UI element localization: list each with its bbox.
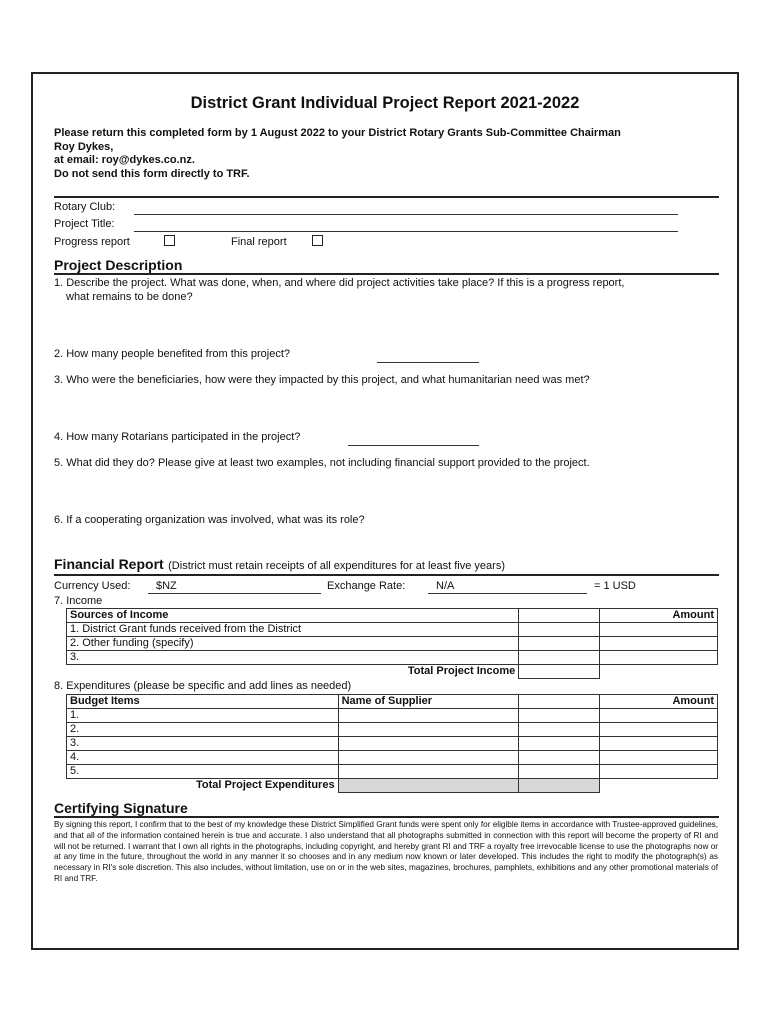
expend-amount-cell[interactable]	[600, 709, 718, 723]
table-cell	[519, 695, 600, 709]
progress-report-checkbox[interactable]	[164, 235, 175, 246]
intro-line-3: at email: roy@dykes.co.nz.	[54, 154, 195, 166]
supplier-cell[interactable]	[338, 723, 519, 737]
table-row	[67, 623, 718, 637]
financial-report-heading: Financial Report	[54, 556, 164, 572]
currency-value[interactable]: $NZ	[156, 580, 177, 592]
rotarians-participated-field[interactable]	[348, 445, 479, 446]
question-1-line-2: what remains to be done?	[66, 291, 193, 303]
people-benefited-field[interactable]	[377, 362, 479, 363]
expend-row-label: 3.	[67, 737, 339, 751]
expend-cell[interactable]	[519, 709, 600, 723]
final-report-checkbox[interactable]	[312, 235, 323, 246]
table-cell	[600, 665, 718, 679]
question-4: 4. How many Rotarians participated in the project?	[54, 431, 301, 443]
table-row	[67, 665, 718, 679]
expend-amount-cell[interactable]	[600, 765, 718, 779]
expend-cell[interactable]	[519, 723, 600, 737]
certifying-signature-heading: Certifying Signature	[54, 800, 188, 816]
financial-report-note: (District must retain receipts of all expenditures for at least five years)	[168, 560, 505, 572]
section-divider	[54, 196, 719, 198]
expend-total-shaded-cell	[338, 779, 519, 793]
table-row	[67, 723, 718, 737]
currency-label: Currency Used:	[54, 580, 131, 592]
section-divider	[54, 816, 719, 818]
expenditures-label: 8. Expenditures (please be specific and add lines as needed)	[54, 680, 352, 692]
exchange-rate-value[interactable]: N/A	[436, 580, 455, 592]
expend-cell[interactable]	[519, 737, 600, 751]
rotary-club-field[interactable]	[134, 214, 678, 215]
question-6: 6. If a cooperating organization was involved, what was its role?	[54, 514, 365, 526]
income-cell[interactable]	[519, 623, 600, 637]
intro-line-4: Do not send this form directly to TRF.	[54, 167, 250, 180]
exchange-rate-field[interactable]	[428, 593, 587, 594]
income-total-label: Total Project Income	[407, 665, 516, 678]
section-divider	[54, 574, 719, 576]
usd-label: = 1 USD	[594, 580, 636, 592]
expend-header-supplier: Name of Supplier	[338, 695, 519, 709]
financial-report-heading-row	[54, 556, 505, 574]
question-3: 3. Who were the beneficiaries, how were they impacted by this project, and what humanitarian need was met?	[54, 374, 590, 386]
income-row-label: 3.	[67, 651, 519, 665]
question-5: 5. What did they do? Please give at least two examples, not including financial support provided to the project.	[54, 457, 590, 469]
supplier-cell[interactable]	[338, 709, 519, 723]
section-divider	[54, 273, 719, 275]
expend-amount-cell[interactable]	[600, 723, 718, 737]
question-2: 2. How many people benefited from this project?	[54, 348, 291, 360]
intro-line-2: Roy Dykes,	[54, 140, 114, 153]
income-header-sources: Sources of Income	[67, 609, 519, 623]
expend-header-items: Budget Items	[67, 695, 339, 709]
income-header-amount: Amount	[600, 609, 718, 623]
table-cell	[600, 779, 718, 793]
supplier-cell[interactable]	[338, 737, 519, 751]
currency-field[interactable]	[148, 593, 321, 594]
question-1-line-1: 1. Describe the project. What was done, when, and where did project activities take place? If this is a progress report,	[54, 277, 625, 289]
expend-cell[interactable]	[519, 765, 600, 779]
table-row	[67, 779, 718, 793]
expend-row-label: 2.	[67, 723, 339, 737]
expend-row-label: 1.	[67, 709, 339, 723]
expend-total-label: Total Project Expenditures	[196, 779, 335, 792]
table-row	[67, 765, 718, 779]
intro-line-1: Please return this completed form by 1 August 2022 to your District Rotary Grants Sub-Committee Chairman	[54, 127, 621, 139]
project-title-label: Project Title:	[54, 218, 115, 230]
final-report-label: Final report	[231, 236, 287, 248]
expend-row-label: 4.	[67, 751, 339, 765]
table-cell	[519, 609, 600, 623]
table-row	[67, 637, 718, 651]
expend-row-label: 5.	[67, 765, 339, 779]
page-title: District Grant Individual Project Report 2021-2022	[190, 94, 580, 112]
table-row	[67, 695, 718, 709]
supplier-cell[interactable]	[338, 765, 519, 779]
certifying-statement: By signing this report, I confirm that to the best of my knowledge these District Simplified Grant funds were spent only for eligible items in accordance with Trustee-approved guidelines, and that all of the information contained herein is true and accurate. I also understand that all photographs submitted in connection with this report will become the property of RI and will not be returned. I warrant that I own all rights in the photographs, including copyright, and hereby grant RI and TRF a royalty free irrevocable license to use the photographs now or at any time in the future, throughout the world in any manner it so chooses and in any medium now known or later developed. This includes the right to modify the photograph(s) as necessary in RI's sole discretion. This also includes, without limitation, use on or in the web sites, magazines, brochures, pamphlets, exhibitions and any other promotional materials of RI and TRF.	[54, 820, 718, 883]
income-amount-cell[interactable]	[600, 637, 718, 651]
project-description-heading: Project Description	[54, 257, 183, 273]
rotary-club-label: Rotary Club:	[54, 201, 116, 213]
income-row-label: 2. Other funding (specify)	[67, 637, 519, 651]
expend-header-amount: Amount	[600, 695, 718, 709]
progress-report-label: Progress report	[54, 236, 130, 248]
table-row	[67, 651, 718, 665]
table-row	[67, 751, 718, 765]
expend-amount-cell[interactable]	[600, 737, 718, 751]
income-cell[interactable]	[519, 651, 600, 665]
table-row	[67, 709, 718, 723]
income-label: 7. Income	[54, 595, 103, 607]
project-title-field[interactable]	[134, 231, 678, 232]
page-frame	[31, 72, 739, 950]
expenditures-table	[66, 694, 718, 793]
expend-cell[interactable]	[519, 751, 600, 765]
table-row	[67, 609, 718, 623]
income-cell[interactable]	[519, 637, 600, 651]
income-table	[66, 608, 718, 679]
supplier-cell[interactable]	[338, 751, 519, 765]
intro-instructions	[54, 127, 621, 181]
table-row	[67, 737, 718, 751]
question-1	[54, 276, 624, 304]
expend-total-shaded-cell	[519, 779, 600, 793]
exchange-rate-label: Exchange Rate:	[327, 580, 406, 592]
income-amount-cell[interactable]	[600, 623, 718, 637]
income-row-label: 1. District Grant funds received from the District	[67, 623, 519, 637]
expend-amount-cell[interactable]	[600, 751, 718, 765]
income-total-cell[interactable]	[519, 665, 600, 679]
income-amount-cell[interactable]	[600, 651, 718, 665]
